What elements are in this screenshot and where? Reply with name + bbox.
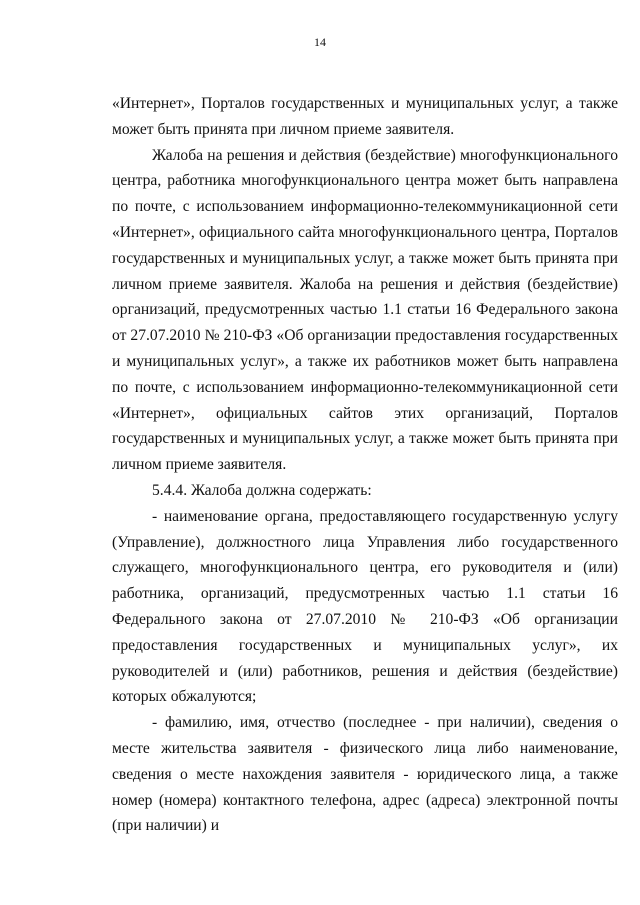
paragraph-section-heading: 5.4.4. Жалоба должна содержать: [152,481,372,499]
list-item-applicant-details: - фамилию, имя, отчество (последнее - при наличии), сведения о месте жительства заявителя - физического лица либо наименование, сведения о месте нахождения заявителя - юридического лица, а также номер (номера) контактного телефона, адрес (адреса) электронной почты (при наличии) и [112,714,618,835]
paragraph-complaint-channels: Жалоба на решения и действия (бездействие) многофункционального центра, работника многофункционального центра может быть направлена по почте, с использованием информационно-телекоммуникационной сети «Интернет», официального сайта многофункционального центра, Порталов государственных и муниципальных услуг, а также может быть принята при личном приеме заявителя. Жалоба на решения и действия (бездействие) организаций, предусмотренных частью 1.1 статьи 16 Федерального закона от 27.07.2010 № 210-ФЗ «Об организации предоставления государственных и муниципальных услуг», а также их работников может быть направлена по почте, с использованием информационно-телекоммуникационной сети «Интернет», официальных сайтов этих организаций, Порталов государственных и муниципальных услуг, а также может быть принята при личном приеме заявителя. [112,146,618,474]
paragraph-continuation: «Интернет», Порталов государственных и муниципальных услуг, а также может быть принята при личном приеме заявителя. [112,95,618,138]
document-body [112,91,618,839]
list-item-authority-name: - наименование органа, предоставляющего государственную услугу (Управление), должностного лица Управления либо государственного служащего, многофункционального центра, его руководителя и (или) работника, организаций, предусмотренных частью 1.1 статьи 16 Федерального закона от 27.07.2010 № 210-ФЗ «Об организации предоставления государственных и муниципальных услуг», их руководителей и (или) работников, решения и действия (бездействие) которых обжалуются; [112,507,618,706]
page-number: 14 [314,35,326,49]
